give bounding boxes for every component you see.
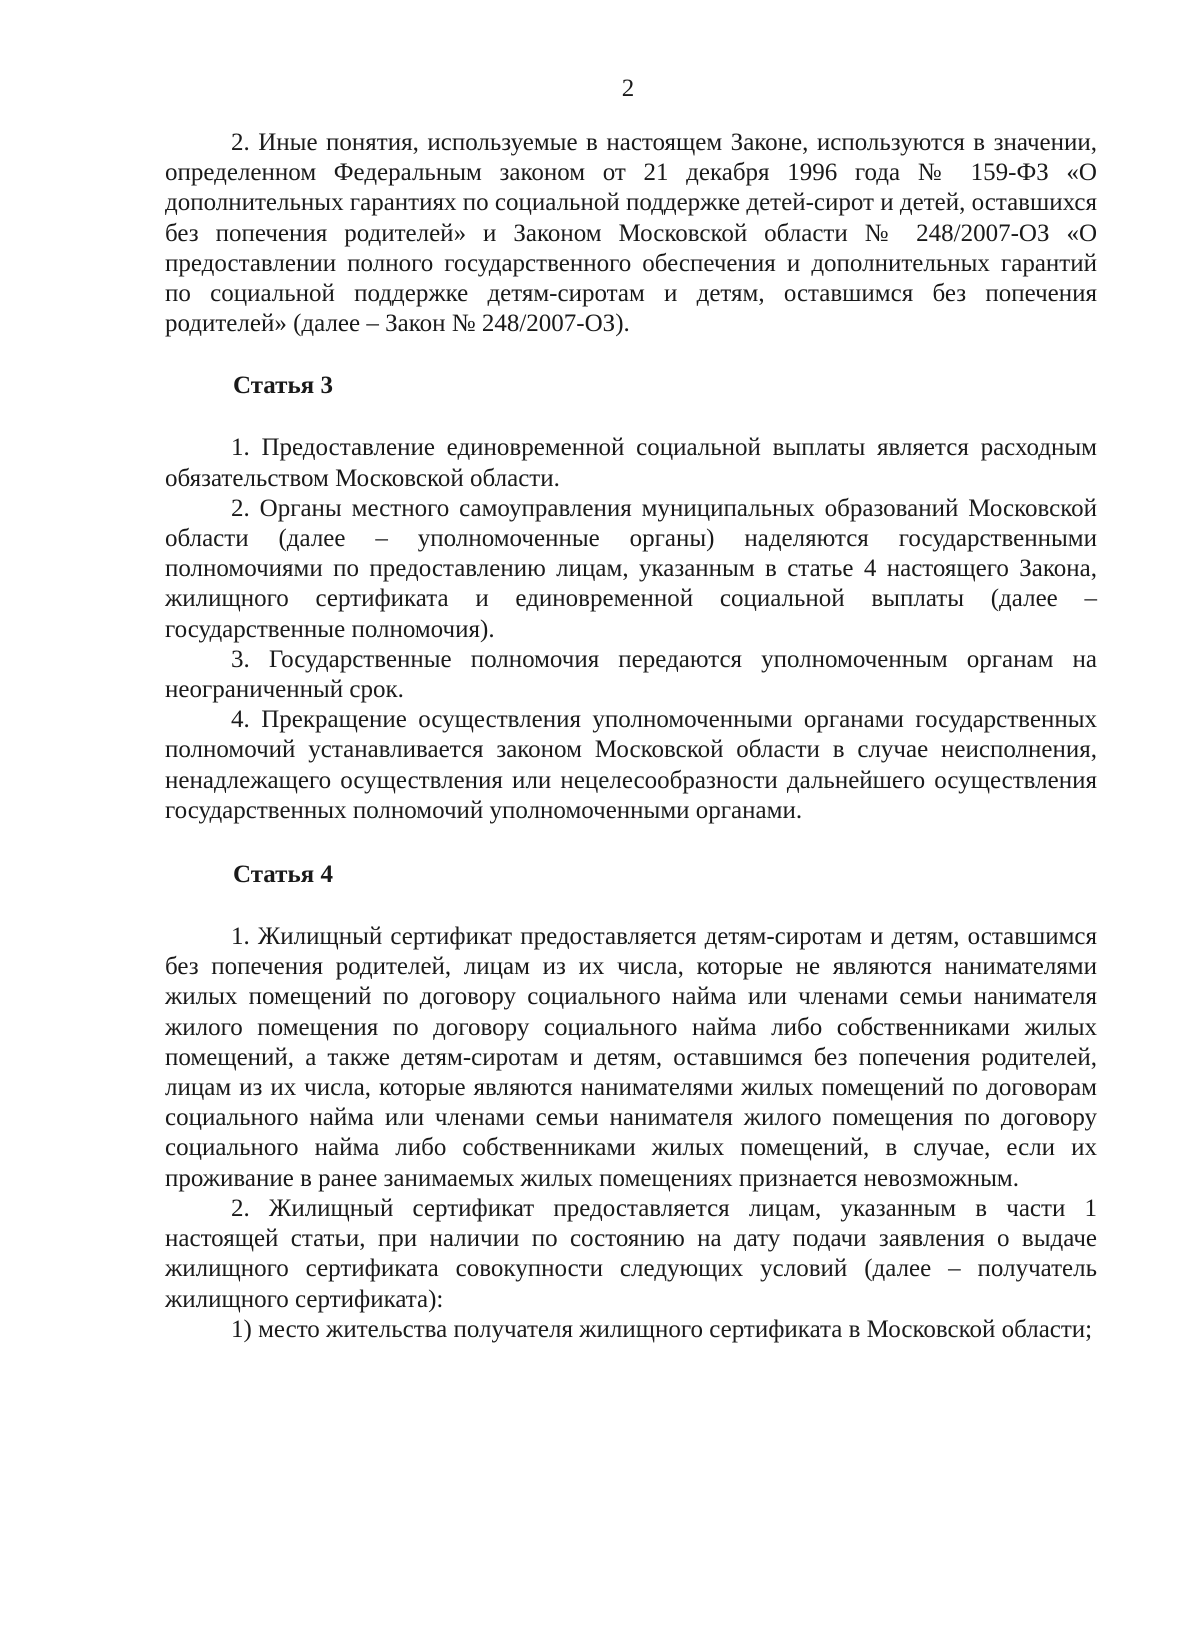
article-3-section (165, 371, 1097, 826)
paragraph: 2. Иные понятия, используемые в настоящем Законе, используются в значении, определенном Федеральным законом от 21 декабря 1996 года № 159-ФЗ «О дополнительных гарантиях по социальной поддержке детей-сирот и детей, оставшихся без попечения родителей» и Законом Московской области № 248/2007-ОЗ «О предоставлении полного государственного обеспечения и дополнительных гарантий по социальной поддержке детям-сиротам и детям, оставшимся без попечения родителей» (далее – Закон № 248/2007-ОЗ). (165, 129, 1097, 338)
paragraph: 2. Органы местного самоуправления муниципальных образований Московской области (далее – уполномоченные органы) наделяются государственными полномочиями по предоставлению лицам, указанным в статье 4 настоящего Закона, жилищного сертификата и единовременной социальной выплаты (далее – государственные полномочия). (165, 494, 1097, 643)
article-title: Статья 3 (233, 372, 333, 400)
paragraph: 1. Жилищный сертификат предоставляется детям-сиротам и детям, оставшимся без попечения родителей, лицам из их числа, которые не являются нанимателями жилых помещений по договору социального найма или членами семьи нанимателя жилого помещения по договору социального найма либо собственниками жилых помещений, а также детям-сиротам и детям, оставшимся без попечения родителей, лицам из их числа, которые являются нанимателями жилых помещений по договорам социального найма или членами семьи нанимателя жилого помещения по договору социального найма либо собственниками жилых помещений, в случае, если их проживание в ранее занимаемых жилых помещениях признается невозможным. (165, 923, 1097, 1192)
intro-section (165, 128, 1097, 339)
document-body (165, 128, 1097, 1345)
paragraph: 3. Государственные полномочия передаются уполномоченным органам на неограниченный срок. (165, 645, 1097, 704)
paragraph: 1. Предоставление единовременной социальной выплаты является расходным обязательством Московской области. (165, 434, 1097, 492)
paragraph: 2. Жилищный сертификат предоставляется лицам, указанным в части 1 настоящей статьи, при наличии по состоянию на дату подачи заявления о выдаче жилищного сертификата совокупности следующих условий (далее – получатель жилищного сертификата): (165, 1194, 1097, 1313)
paragraph: 4. Прекращение осуществления уполномоченными органами государственных полномочий устанавливается законом Московской области в случае неисполнения, ненадлежащего осуществления или нецелесообразности дальнейшего осуществления государственных полномочий уполномоченными органами. (165, 706, 1097, 824)
article-4-section (165, 860, 1097, 1345)
paragraph: 1) место жительства получателя жилищного сертификата в Московской области; (231, 1315, 1093, 1343)
page-number: 2 (621, 75, 635, 102)
article-title: Статья 4 (233, 861, 333, 889)
